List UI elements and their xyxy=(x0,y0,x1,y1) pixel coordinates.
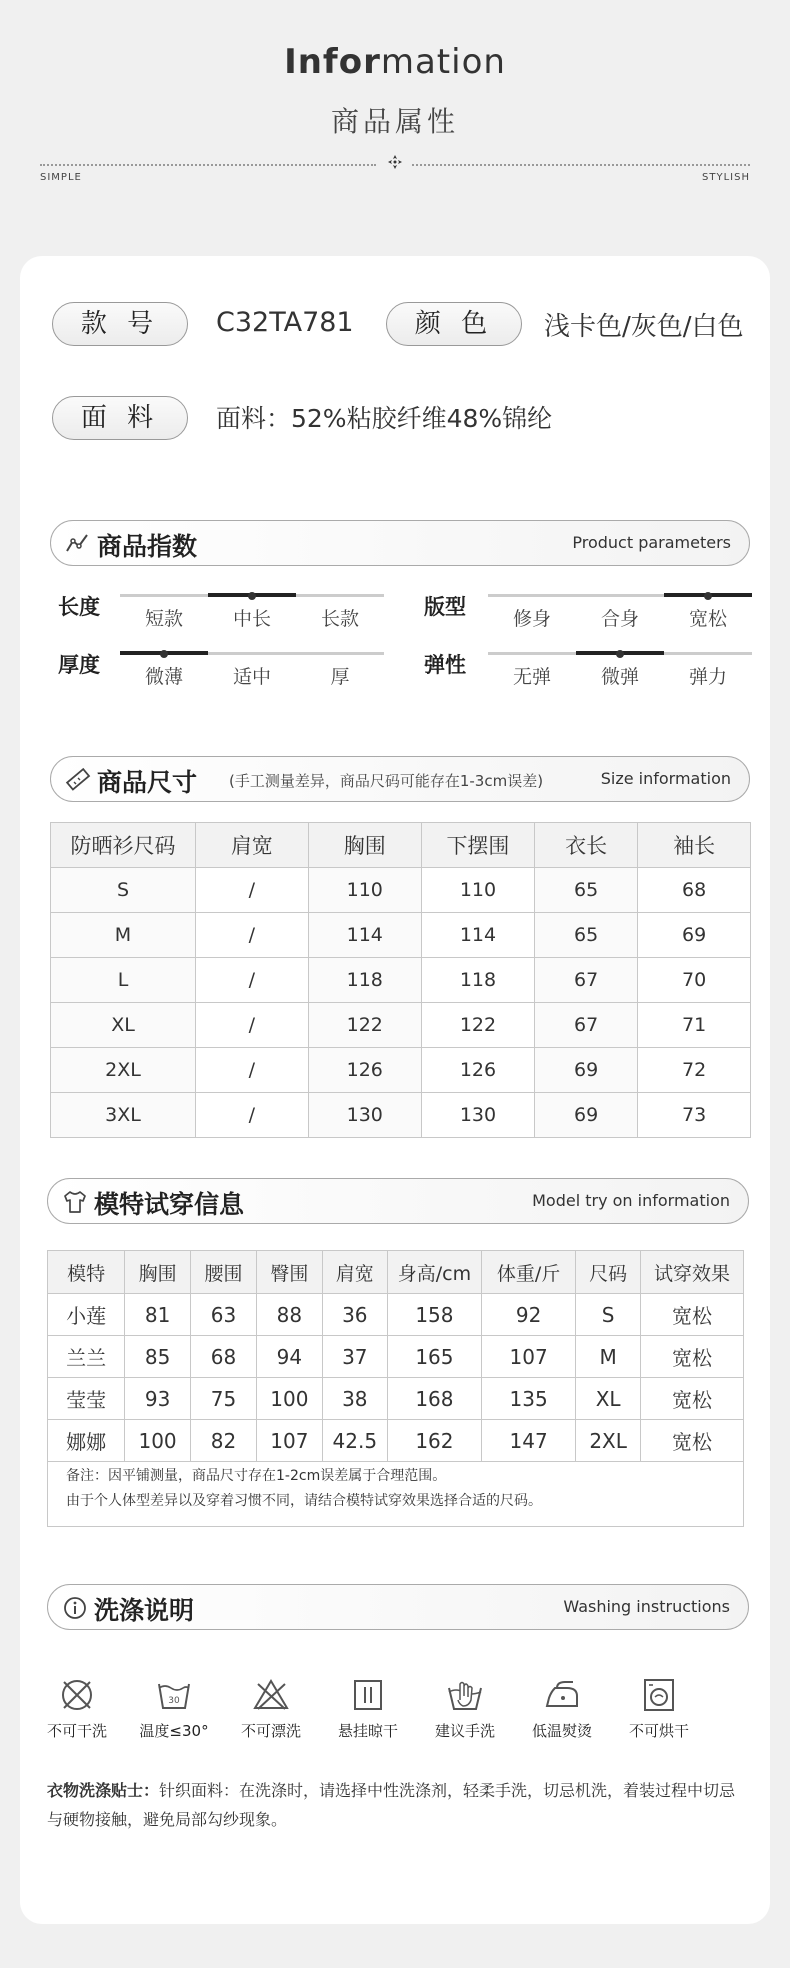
wash-30-icon xyxy=(155,1676,193,1714)
trend-icon xyxy=(65,531,91,557)
size-header-cell: 肩宽 xyxy=(195,823,308,868)
table-cell: 宽松 xyxy=(641,1420,744,1462)
param-thickness-opt: 适中 xyxy=(232,666,271,688)
wash-label: 不可干洗 xyxy=(46,1722,107,1740)
table-cell: 130 xyxy=(308,1093,421,1138)
table-cell: 162 xyxy=(387,1420,481,1462)
color-value: 浅卡色/灰色/白色 xyxy=(544,312,744,342)
table-cell: 168 xyxy=(387,1378,481,1420)
model-section-bar xyxy=(47,1178,749,1224)
model-table-header-row xyxy=(48,1251,744,1294)
table-cell: / xyxy=(195,1003,308,1048)
table-cell: 69 xyxy=(638,913,751,958)
param-fit-opt: 宽松 xyxy=(688,608,727,630)
table-cell: 37 xyxy=(322,1336,387,1378)
wash-temp-badge: 30 xyxy=(168,1696,180,1706)
size-table xyxy=(50,822,751,1138)
param-elasticity-track xyxy=(488,652,752,655)
header-title: Information xyxy=(284,42,506,82)
table-cell: 92 xyxy=(481,1294,575,1336)
table-cell: 73 xyxy=(638,1093,751,1138)
table-cell: 宽松 xyxy=(641,1294,744,1336)
header-divider-left xyxy=(40,164,376,166)
param-elasticity-opt: 无弹 xyxy=(512,666,551,688)
size-header-cell: 胸围 xyxy=(308,823,421,868)
table-cell: 63 xyxy=(190,1294,256,1336)
table-cell: 122 xyxy=(421,1003,534,1048)
style-no-pill: 款 号 xyxy=(52,302,188,346)
params-english: Product parameters xyxy=(572,533,731,552)
shirt-icon xyxy=(62,1189,88,1215)
hang-dry-icon xyxy=(349,1676,387,1714)
model-table-note xyxy=(47,1456,744,1527)
params-section-bar xyxy=(50,520,750,566)
color-pill: 颜 色 xyxy=(386,302,522,346)
table-cell: 114 xyxy=(308,913,421,958)
table-cell: 88 xyxy=(257,1294,323,1336)
size-title: 商品尺寸 xyxy=(97,768,198,797)
table-cell: 2XL xyxy=(51,1048,196,1093)
table-cell: 126 xyxy=(421,1048,534,1093)
table-cell: 126 xyxy=(308,1048,421,1093)
size-header-cell: 袖长 xyxy=(638,823,751,868)
size-section-bar xyxy=(50,756,750,802)
param-length-opt: 短款 xyxy=(144,608,183,630)
table-cell: 135 xyxy=(481,1378,575,1420)
table-cell: 85 xyxy=(125,1336,191,1378)
table-cell: 110 xyxy=(308,868,421,913)
param-elasticity-label: 弹性 xyxy=(424,653,466,677)
table-cell: 75 xyxy=(190,1378,256,1420)
table-row xyxy=(51,1003,751,1048)
table-cell: 71 xyxy=(638,1003,751,1048)
table-cell: XL xyxy=(51,1003,196,1048)
params-title: 商品指数 xyxy=(97,532,198,561)
size-english: Size information xyxy=(600,769,731,788)
table-cell: 158 xyxy=(387,1294,481,1336)
wash-item xyxy=(226,1676,316,1741)
size-header-cell: 衣长 xyxy=(535,823,638,868)
table-cell: 3XL xyxy=(51,1093,196,1138)
param-thickness-opt: 厚 xyxy=(330,666,350,688)
param-length-opt: 中长 xyxy=(232,608,271,630)
table-cell: 42.5 xyxy=(322,1420,387,1462)
wash-item xyxy=(614,1676,704,1741)
table-cell: 82 xyxy=(190,1420,256,1462)
size-header-cell: 防晒衫尺码 xyxy=(51,823,196,868)
table-cell: 81 xyxy=(125,1294,191,1336)
table-row xyxy=(48,1378,744,1420)
table-cell: 36 xyxy=(322,1294,387,1336)
header-subtitle: 商品属性 xyxy=(330,105,459,138)
table-cell: / xyxy=(195,913,308,958)
param-fit-opt: 修身 xyxy=(512,608,551,630)
wash-label: 悬挂晾干 xyxy=(337,1722,398,1740)
wash-label: 温度≤30° xyxy=(139,1722,209,1740)
table-cell: / xyxy=(195,868,308,913)
wash-tips xyxy=(47,1776,747,1834)
model-english: Model try on information xyxy=(532,1191,730,1210)
table-row xyxy=(51,958,751,1003)
table-cell: 110 xyxy=(421,868,534,913)
param-length-track xyxy=(120,594,384,597)
info-icon xyxy=(62,1595,88,1621)
table-cell: 122 xyxy=(308,1003,421,1048)
no-bleach-icon xyxy=(252,1676,290,1714)
table-cell: 130 xyxy=(421,1093,534,1138)
table-cell: 小莲 xyxy=(48,1294,125,1336)
table-cell: 莹莹 xyxy=(48,1378,125,1420)
table-cell: 宽松 xyxy=(641,1336,744,1378)
note-line: 由于个人体型差异以及穿着习惯不同，请结合模特试穿效果选择合适的尺码。 xyxy=(66,1493,542,1509)
table-cell: 68 xyxy=(190,1336,256,1378)
wash-label: 低温熨烫 xyxy=(531,1722,592,1740)
table-cell: 93 xyxy=(125,1378,191,1420)
tips-text: 针织面料：在洗涤时，请选择中性洗涤剂，轻柔手洗，切忌机洗，着装过程中切忌与硬物接触，避免局部勾纱现象。 xyxy=(47,1781,736,1829)
table-cell: 118 xyxy=(308,958,421,1003)
table-cell: XL xyxy=(576,1378,641,1420)
table-cell: 69 xyxy=(535,1048,638,1093)
table-cell: / xyxy=(195,1093,308,1138)
table-cell: M xyxy=(576,1336,641,1378)
table-cell: 69 xyxy=(535,1093,638,1138)
table-row xyxy=(48,1336,744,1378)
param-length-opt: 长款 xyxy=(320,608,359,630)
size-header-cell: 下摆围 xyxy=(421,823,534,868)
wash-item xyxy=(32,1676,122,1741)
wash-item xyxy=(129,1676,219,1741)
table-cell: 107 xyxy=(481,1336,575,1378)
info-card xyxy=(20,256,770,1924)
table-cell: 72 xyxy=(638,1048,751,1093)
model-header-cell: 臀围 xyxy=(257,1251,323,1294)
table-row xyxy=(51,913,751,958)
param-thickness-track xyxy=(120,652,384,655)
model-header-cell: 肩宽 xyxy=(322,1251,387,1294)
table-cell: 娜娜 xyxy=(48,1420,125,1462)
no-tumble-dry-icon xyxy=(640,1676,678,1714)
wash-label: 不可烘干 xyxy=(628,1722,689,1740)
wash-item xyxy=(420,1676,510,1741)
model-table xyxy=(47,1250,744,1462)
table-cell: L xyxy=(51,958,196,1003)
table-cell: 65 xyxy=(535,913,638,958)
param-fit-marker xyxy=(704,592,712,600)
table-cell: 65 xyxy=(535,868,638,913)
header-divider-right xyxy=(412,164,750,166)
wash-label: 不可漂洗 xyxy=(240,1722,301,1740)
size-note: (手工测量差异，商品尺码可能存在1-3cm误差) xyxy=(229,772,544,790)
param-thickness-marker xyxy=(160,650,168,658)
table-cell: / xyxy=(195,958,308,1003)
wash-item xyxy=(517,1676,607,1741)
param-elasticity-opt: 微弹 xyxy=(600,666,639,688)
table-cell: 114 xyxy=(421,913,534,958)
table-cell: 100 xyxy=(257,1378,323,1420)
size-table-header-row xyxy=(51,823,751,868)
table-cell: S xyxy=(51,868,196,913)
table-cell: 38 xyxy=(322,1378,387,1420)
table-row xyxy=(51,868,751,913)
param-length-marker xyxy=(248,592,256,600)
param-thickness-label: 厚度 xyxy=(58,653,100,677)
table-cell: 68 xyxy=(638,868,751,913)
ornament-icon xyxy=(383,154,407,174)
param-fit-track xyxy=(488,594,752,597)
table-cell: S xyxy=(576,1294,641,1336)
table-cell: 94 xyxy=(257,1336,323,1378)
table-cell: 70 xyxy=(638,958,751,1003)
model-title: 模特试穿信息 xyxy=(94,1190,245,1219)
wash-item xyxy=(323,1676,413,1741)
param-fit-label: 版型 xyxy=(424,595,466,619)
header-simple-text: SIMPLE xyxy=(40,172,82,183)
model-header-cell: 胸围 xyxy=(125,1251,191,1294)
no-dry-clean-icon xyxy=(58,1676,96,1714)
table-row xyxy=(51,1048,751,1093)
table-cell: M xyxy=(51,913,196,958)
hand-wash-icon xyxy=(446,1676,484,1714)
table-cell: 107 xyxy=(257,1420,323,1462)
page-header xyxy=(0,0,790,250)
table-cell: 118 xyxy=(421,958,534,1003)
table-row xyxy=(51,1093,751,1138)
param-elasticity-opt: 弹力 xyxy=(688,666,727,688)
model-header-cell: 尺码 xyxy=(576,1251,641,1294)
model-header-cell: 模特 xyxy=(48,1251,125,1294)
wash-title: 洗涤说明 xyxy=(94,1596,195,1625)
wash-section-bar xyxy=(47,1584,749,1630)
table-row xyxy=(48,1294,744,1336)
style-no-value: C32TA781 xyxy=(216,307,354,338)
table-cell: / xyxy=(195,1048,308,1093)
note-line: 备注：因平铺测量，商品尺寸存在1-2cm误差属于合理范围。 xyxy=(66,1468,447,1484)
header-stylish-text: STYLISH xyxy=(702,172,750,183)
low-iron-icon xyxy=(543,1676,581,1714)
table-cell: 67 xyxy=(535,1003,638,1048)
wash-english: Washing instructions xyxy=(563,1597,730,1616)
wash-label: 建议手洗 xyxy=(434,1722,495,1740)
model-header-cell: 身高/cm xyxy=(387,1251,481,1294)
table-cell: 兰兰 xyxy=(48,1336,125,1378)
tips-label: 衣物洗涤贴士： xyxy=(47,1781,160,1800)
param-elasticity-marker xyxy=(616,650,624,658)
table-cell: 147 xyxy=(481,1420,575,1462)
fabric-value: 面料：52%粘胶纤维48%锦纶 xyxy=(216,404,553,433)
table-cell: 2XL xyxy=(576,1420,641,1462)
table-cell: 宽松 xyxy=(641,1378,744,1420)
param-fit-opt: 合身 xyxy=(600,608,639,630)
ruler-icon xyxy=(65,767,91,793)
table-cell: 165 xyxy=(387,1336,481,1378)
param-length-label: 长度 xyxy=(58,595,100,619)
param-thickness-opt: 微薄 xyxy=(144,666,183,688)
model-header-cell: 腰围 xyxy=(190,1251,256,1294)
table-cell: 67 xyxy=(535,958,638,1003)
model-header-cell: 试穿效果 xyxy=(641,1251,744,1294)
model-header-cell: 体重/斤 xyxy=(481,1251,575,1294)
table-cell: 100 xyxy=(125,1420,191,1462)
fabric-pill: 面 料 xyxy=(52,396,188,440)
